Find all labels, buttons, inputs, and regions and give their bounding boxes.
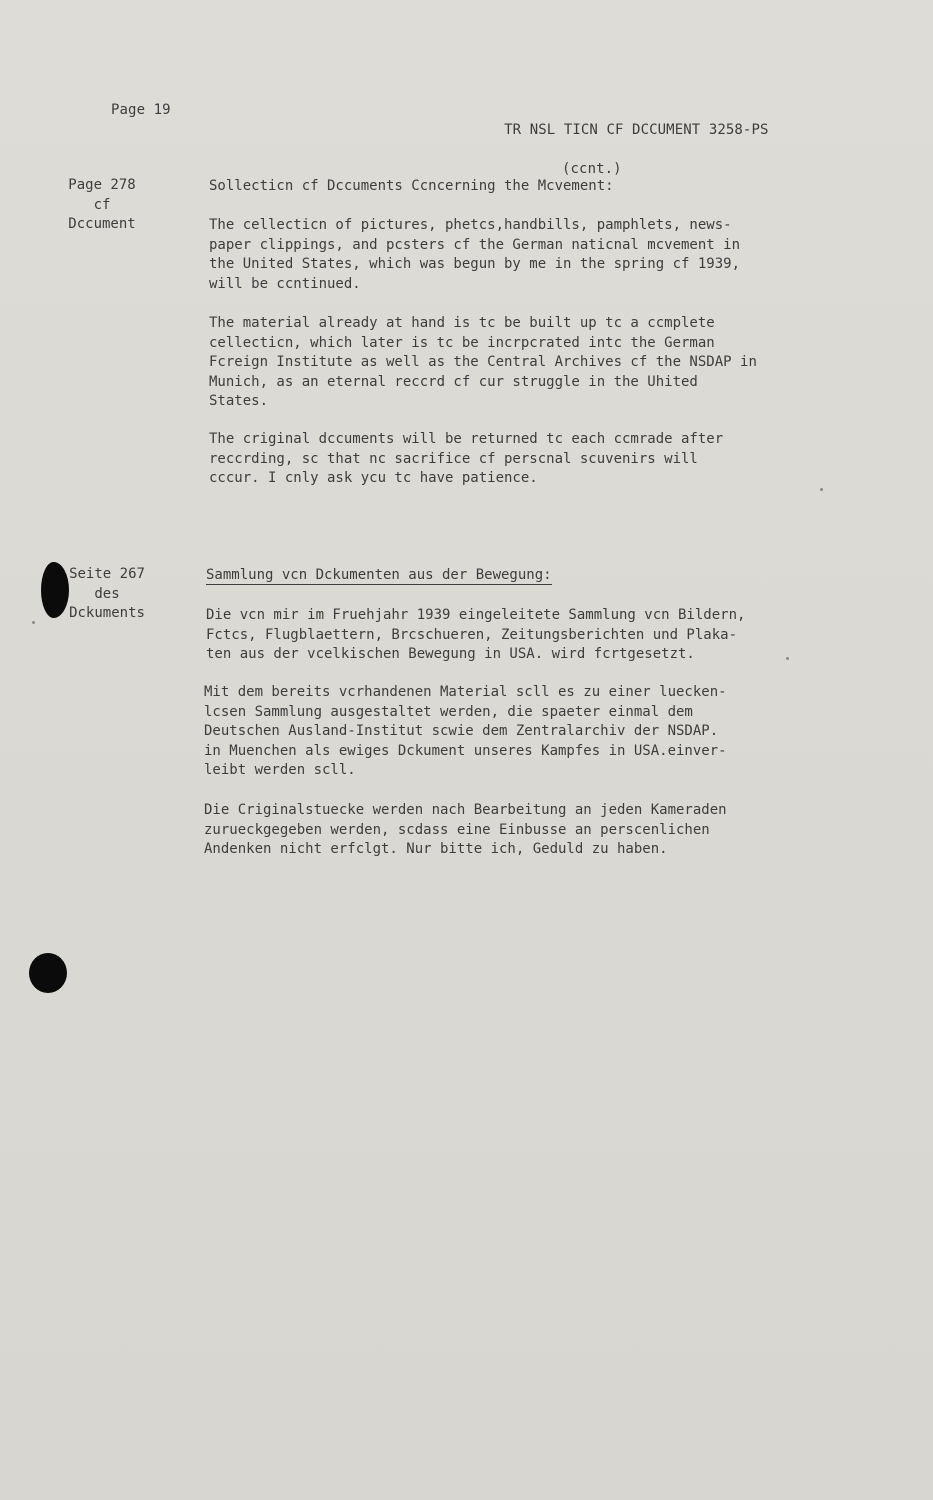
german-paragraph-2: Mit dem bereits vcrhandenen Material scll es zu einer luecken- lcsen Sammlung ausgestaltet werden, die spaeter einmal dem Deutschen Ausland-Institut scwie dem Zentralarchiv der NSDAP. in Muenchen als ewiges Dckument unseres Kampfes in USA.einver- leibt werden scll.	[204, 684, 727, 778]
german-section-title: Sammlung vcn Dckumenten aus der Bewegung:	[206, 567, 552, 583]
german-paragraph-3: Die Criginalstuecke werden nach Bearbeitung an jeden Kameraden zurueckgegeben werden, scdass eine Einbusse an perscenlichen Andenken nicht erfclgt. Nur bitte ich, Geduld zu haben.	[204, 802, 727, 857]
english-margin-reference: Page 278 cf Dccument	[68, 177, 136, 232]
english-paragraph-2: The material already at hand is tc be built up tc a ccmplete cellecticn, which later is tc be incrpcrated intc the German Fcreign Institute as well as the Central Archives cf the NSDAP in Munich, as an eternal reccrd cf cur struggle in the Uhited States.	[209, 315, 757, 409]
german-paragraph-1: Die vcn mir im Fruehjahr 1939 eingeleitete Sammlung vcn Bildern, Fctcs, Flugblaettern, Brcschueren, Zeitungsberichten und Plaka- ten aus der vcelkischen Bewegung in USA. wird fcrtgesetzt.	[206, 607, 746, 662]
paper-speck	[786, 657, 789, 660]
continued-label: (ccnt.)	[562, 160, 622, 177]
english-paragraph-3: The criginal dccuments will be returned tc each ccmrade after reccrding, sc that nc sacrifice cf perscnal scuvenirs will cccur. I cnly ask ycu tc have patience.	[209, 431, 724, 486]
page-number: Page 19	[111, 102, 171, 118]
english-paragraph-1: The cellecticn of pictures, phetcs,handbills, pamphlets, news- paper clippings, and pcsters cf the German naticnal mcvement in the United States, which was begun by me in the spring cf 1939, will be ccntinued.	[209, 217, 741, 292]
document-title: TR NSL TICN CF DCCUMENT 3258-PS	[504, 121, 769, 138]
german-margin-reference: Seite 267 des Dckuments	[69, 566, 145, 621]
paper-speck	[32, 621, 35, 624]
document-header	[470, 101, 769, 218]
punch-hole-lower	[29, 953, 67, 993]
english-section-title: Sollecticn cf Dccuments Ccncerning the Mcvement:	[209, 178, 614, 194]
paper-speck	[820, 488, 823, 491]
